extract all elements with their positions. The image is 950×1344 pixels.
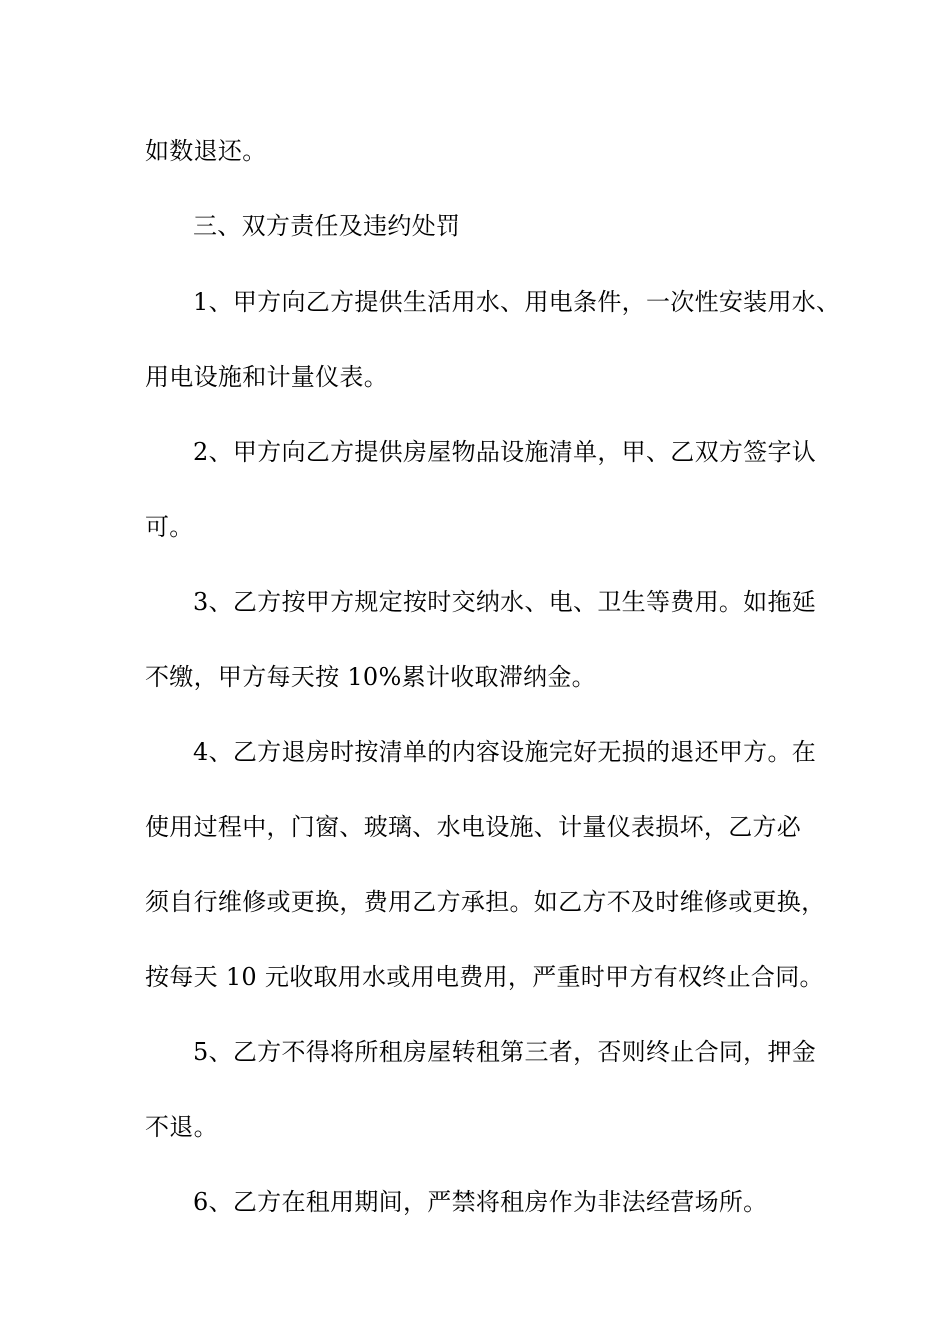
text-line: 6、乙方在租用期间，严禁将租房作为非法经营场所。 bbox=[193, 1188, 768, 1216]
text-line: 1、甲方向乙方提供生活用水、用电条件，一次性安装用水、 bbox=[193, 288, 841, 316]
text-line: 4、乙方退房时按清单的内容设施完好无损的退还甲方。在 bbox=[193, 738, 817, 766]
section-heading: 三、双方责任及违约处罚 bbox=[193, 212, 461, 240]
text-line: 2、甲方向乙方提供房屋物品设施清单，甲、乙双方签字认 bbox=[193, 438, 817, 466]
text-line: 5、乙方不得将所租房屋转租第三者，否则终止合同，押金 bbox=[193, 1038, 817, 1066]
text-line: 不缴，甲方每天按 10%累计收取滞纳金。 bbox=[145, 663, 596, 691]
text-line: 可。 bbox=[145, 513, 194, 541]
text-line: 3、乙方按甲方规定按时交纳水、电、卫生等费用。如拖延 bbox=[193, 588, 817, 616]
text-line: 按每天 10 元收取用水或用电费用，严重时甲方有权终止合同。 bbox=[145, 963, 824, 991]
text-line: 不退。 bbox=[145, 1113, 218, 1141]
text-line: 如数退还。 bbox=[145, 137, 267, 165]
text-line: 须自行维修或更换，费用乙方承担。如乙方不及时维修或更换， bbox=[145, 888, 826, 916]
text-line: 使用过程中，门窗、玻璃、水电设施、计量仪表损坏，乙方必 bbox=[145, 813, 802, 841]
text-line: 用电设施和计量仪表。 bbox=[145, 363, 388, 391]
